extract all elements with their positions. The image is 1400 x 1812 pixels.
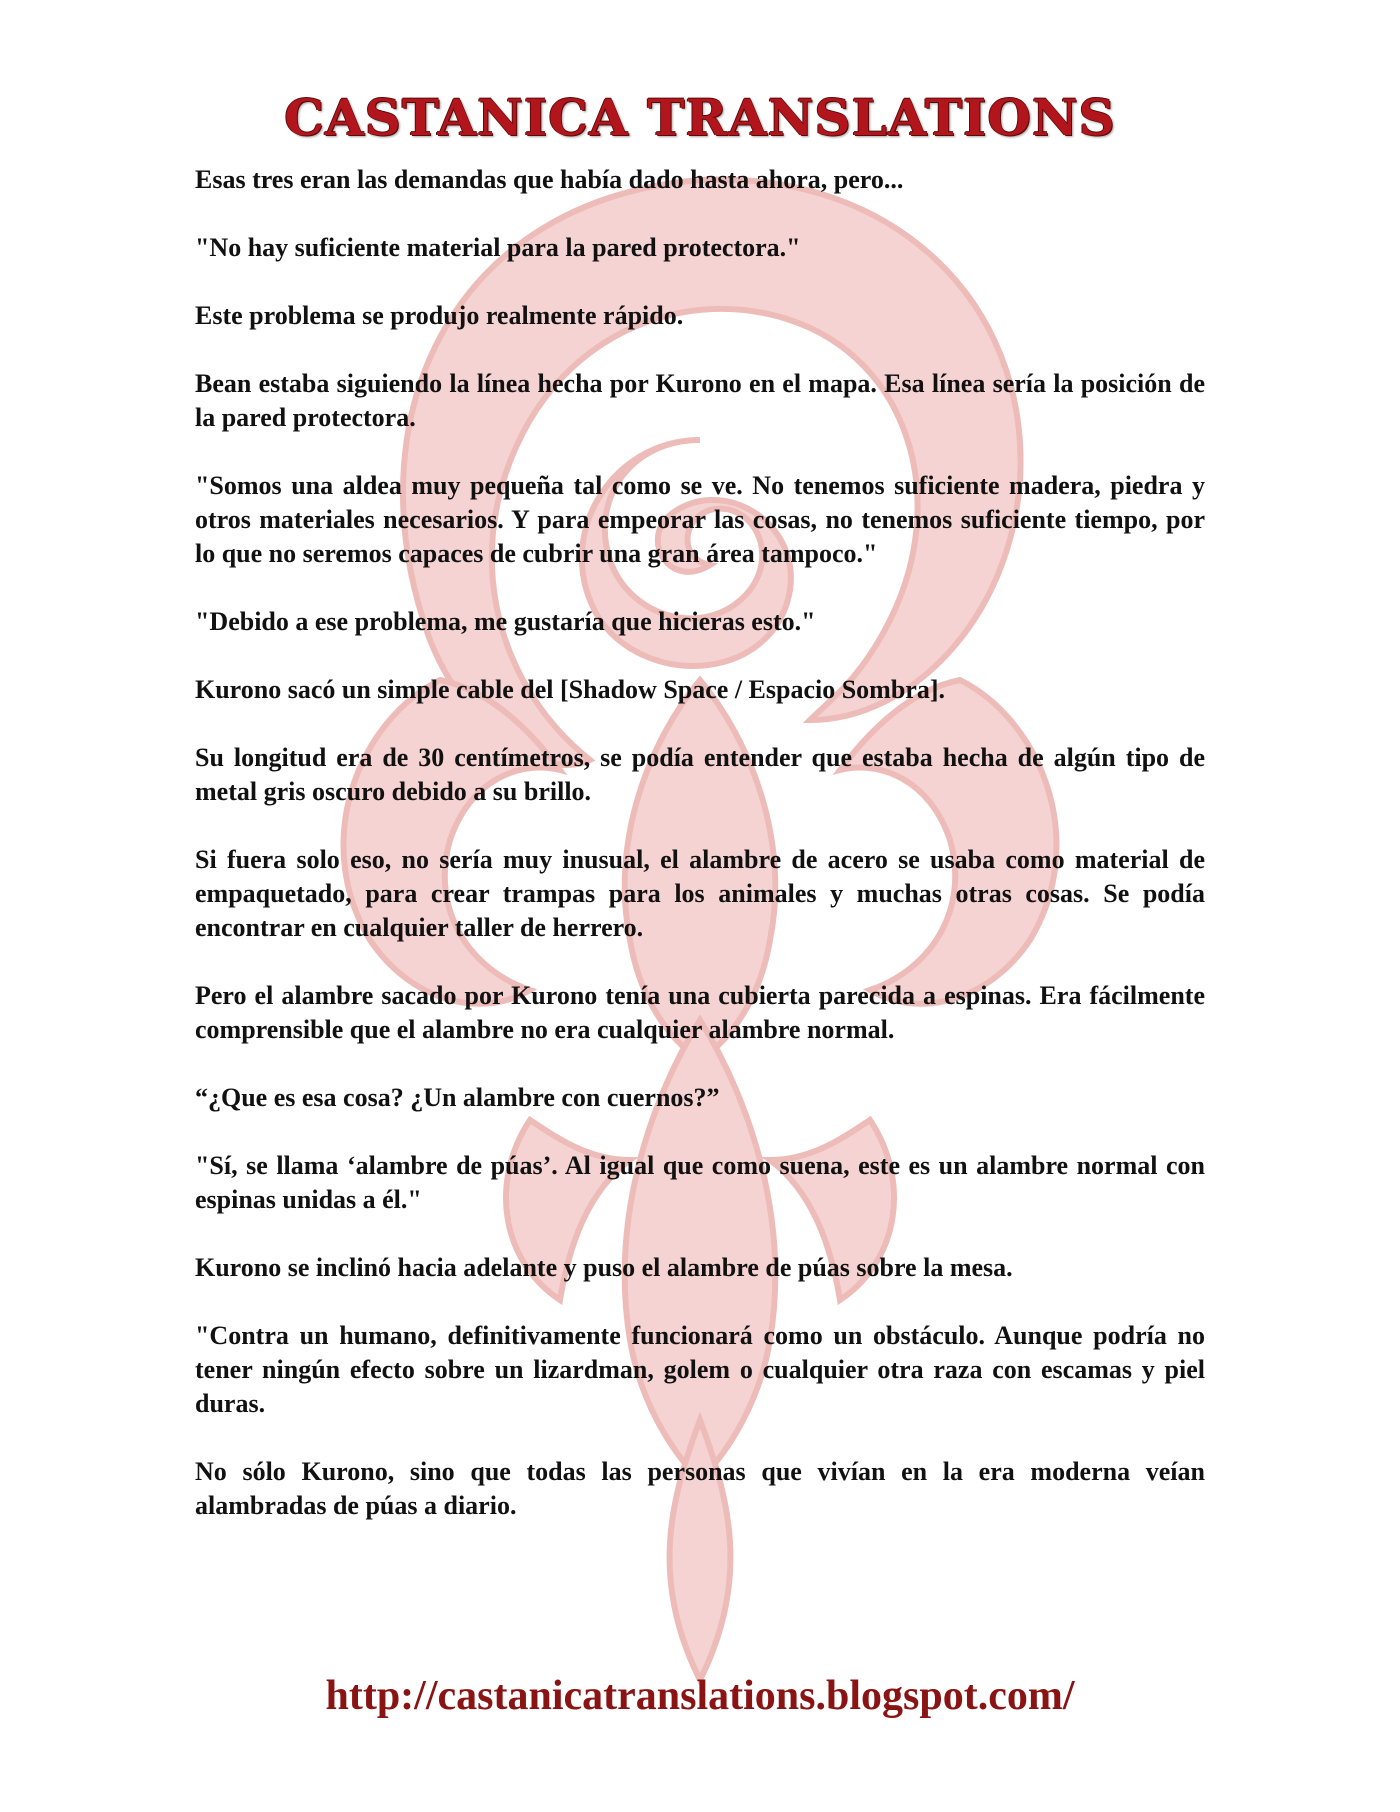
page-header-title: CASTANICA TRANSLATIONS	[284, 88, 1116, 147]
paragraph: "Debido a ese problema, me gustaría que hicieras esto."	[195, 607, 816, 636]
paragraph: "Contra un humano, definitivamente funcionará como un obstáculo. Aunque podría no tener ningún efecto sobre un lizardman, golem o cualquier otra raza con escamas y piel duras.	[195, 1321, 1205, 1418]
paragraph: Kurono se inclinó hacia adelante y puso el alambre de púas sobre la mesa.	[195, 1253, 1013, 1282]
paragraph: Su longitud era de 30 centímetros, se podía entender que estaba hecha de algún tipo de metal gris oscuro debido a su brillo.	[195, 743, 1205, 806]
paragraph: "Somos una aldea muy pequeña tal como se ve. No tenemos suficiente madera, piedra y otros materiales necesarios. Y para empeorar las cosas, no tenemos suficiente tiempo, por lo que no seremos capaces de cubrir una gran área tampoco."	[195, 471, 1205, 568]
paragraph: Esas tres eran las demandas que había dado hasta ahora, pero...	[195, 165, 904, 194]
paragraph: Pero el alambre sacado por Kurono tenía una cubierta parecida a espinas. Era fácilmente comprensible que el alambre no era cualquier alambre normal.	[195, 981, 1205, 1044]
footer-url-link[interactable]: http://castanicatranslations.blogspot.com/	[325, 1673, 1075, 1719]
paragraph: "Sí, se llama ‘alambre de púas’. Al igual que como suena, este es un alambre normal con espinas unidas a él."	[195, 1151, 1205, 1214]
paragraph: Este problema se produjo realmente rápido.	[195, 301, 684, 330]
paragraph: "No hay suficiente material para la pared protectora."	[195, 233, 801, 262]
paragraph: No sólo Kurono, sino que todas las personas que vivían en la era moderna veían alambradas de púas a diario.	[195, 1457, 1205, 1520]
paragraph: Bean estaba siguiendo la línea hecha por Kurono en el mapa. Esa línea sería la posición de la pared protectora.	[195, 369, 1205, 432]
paragraph: Si fuera solo eso, no sería muy inusual, el alambre de acero se usaba como material de empaquetado, para crear trampas para los animales y muchas otras cosas. Se podía encontrar en cualquier taller de herrero.	[195, 845, 1205, 942]
document-body	[195, 163, 1205, 1557]
paragraph: “¿Que es esa cosa? ¿Un alambre con cuernos?”	[195, 1083, 720, 1112]
paragraph: Kurono sacó un simple cable del [Shadow Space / Espacio Sombra].	[195, 675, 946, 704]
